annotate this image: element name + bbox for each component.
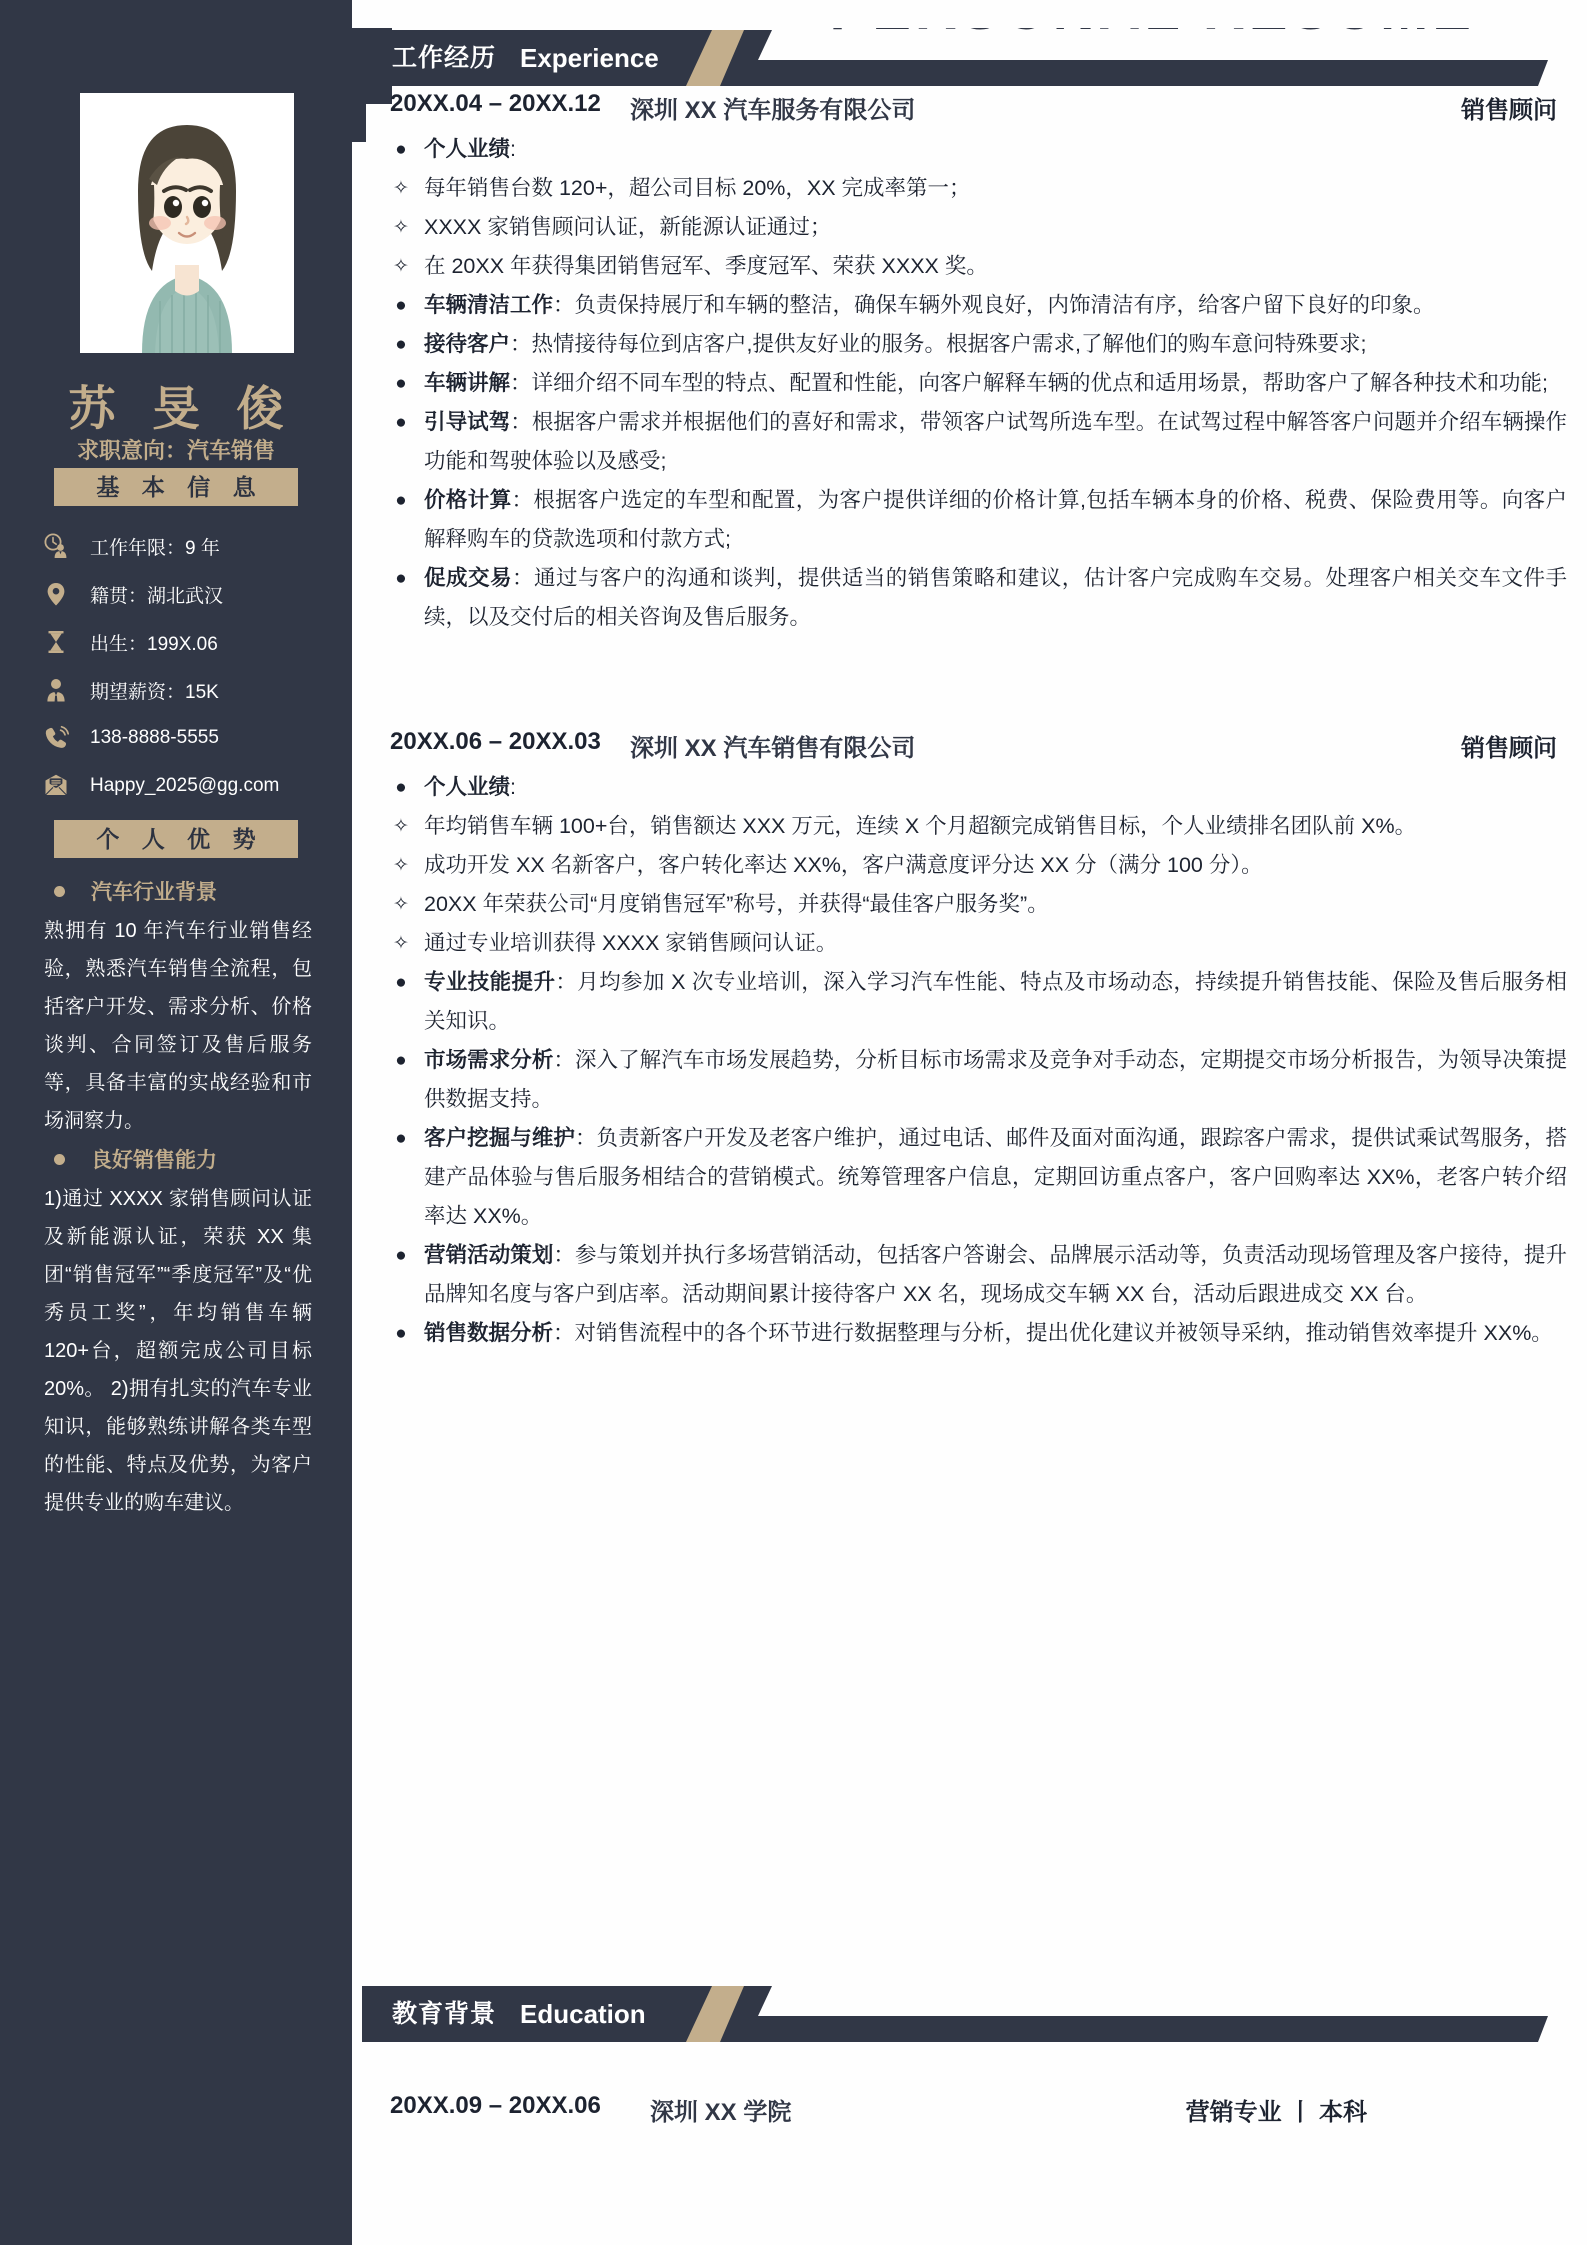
bullet-dot-icon: ●: [395, 568, 407, 589]
job-bullet: [352, 364, 1567, 403]
education-school: 深圳 XX 学院: [650, 2099, 792, 2126]
job-bullet-text: 根据客户选定的车型和配置，为客户提供详细的价格计算,包括车辆本身的价格、税费、保险费用等。向客户解释购车的贷款选项和付款方式;: [424, 488, 1567, 551]
bullet-dot-icon: ●: [395, 412, 407, 433]
job-bullet-list: [352, 768, 1567, 1353]
job-bullet-lead: 个人业绩: [424, 137, 511, 161]
job-bullet-text: 月均参加 X 次专业培训，深入学习汽车性能、特点及市场动态，持续提升销售技能、保险及售后服务相关知识。: [424, 970, 1567, 1033]
job-bullet: [352, 768, 1567, 807]
job-bullet: [352, 286, 1567, 325]
job-header: [352, 90, 1557, 122]
info-text: 出生：199X.06: [90, 633, 218, 655]
section-title-advantages: 个 人 优 势: [54, 820, 298, 858]
bullet-diamond-icon: ✧: [393, 256, 409, 277]
job-bullet-separator: :: [510, 137, 516, 161]
job-bullet: [352, 1041, 1567, 1119]
advantages-list: [44, 876, 312, 1526]
bullet-dot-icon: ●: [395, 1050, 407, 1071]
job-role: 销售顾问: [1461, 97, 1557, 124]
hourglass-icon: [36, 629, 76, 655]
job-bullet-separator: ：: [510, 332, 532, 356]
info-row-salary: [36, 666, 346, 714]
job-bullet: [352, 846, 1567, 885]
info-row-phone: [36, 714, 346, 762]
section-title-basic-info: 基 本 信 息: [54, 468, 298, 506]
education-date: 20XX.09 – 20XX.06: [390, 2092, 601, 2119]
job-bullet: [352, 807, 1567, 846]
job-bullet-separator: ：: [511, 566, 534, 590]
job-bullet: [352, 247, 1567, 286]
section-header-en: Education: [520, 1999, 646, 2029]
job-bullet-lead: 车辆讲解: [424, 371, 511, 395]
job-header: [352, 728, 1557, 760]
section-header-education: [352, 1986, 1587, 2042]
watermark-mask: [352, 0, 1587, 28]
bullet-diamond-icon: ✧: [393, 217, 409, 238]
bullet-diamond-icon: ✧: [393, 933, 409, 954]
advantage-title: 良好销售能力: [91, 1149, 217, 1172]
advantage-item: [44, 1144, 312, 1522]
advantage-body: 熟拥有 10 年汽车行业销售经验，熟悉汽车销售全流程，包括客户开发、需求分析、价格谈判、合同签订及售后服务等，具备丰富的实战经验和市场洞察力。: [44, 920, 312, 1132]
bullet-dot-icon: ●: [395, 334, 407, 355]
job-bullet-separator: ：: [553, 293, 575, 317]
job-bullet-lead: 车辆清洁工作: [424, 293, 554, 317]
section-header-cn: 教育背景: [392, 2000, 497, 2028]
job-bullet: [352, 481, 1567, 559]
job-date: 20XX.06 – 20XX.03: [390, 728, 601, 755]
job-bullet-text: 根据客户需求并根据他们的喜好和需求，带领客户试驾所选车型。在试驾过程中解答客户问题并介绍车辆操作功能和驾驶体验以及感受;: [424, 410, 1567, 473]
job-bullet-text: 负责新客户开发及老客户维护，通过电话、邮件及面对面沟通，跟踪客户需求，提供试乘试驾服务，搭建产品体验与售后服务相结合的营销模式。统筹管理客户信息，定期回访重点客户，客户回购率达 XX%，老客户转介绍率达 XX%。: [424, 1126, 1567, 1228]
bullet-diamond-icon: ✧: [393, 894, 409, 915]
job-bullet-separator: ：: [555, 970, 578, 994]
job-bullet-text: 通过专业培训获得 XXXX 家销售顾问认证。: [424, 931, 838, 955]
basic-info-list: [36, 522, 346, 810]
job-bullet-text: 深入了解汽车市场发展趋势，分析目标市场需求及竞争对手动态，定期提交市场分析报告，为领导决策提供数据支持。: [424, 1048, 1567, 1111]
education-row: [352, 2092, 1557, 2124]
phone-icon: [36, 725, 76, 751]
job-bullet-separator: ：: [574, 1126, 597, 1150]
job-bullet-text: XXXX 家销售顾问认证，新能源认证通过；: [424, 215, 832, 239]
job-bullet-text: 20XX 年荣获公司“月度销售冠军”称号，并获得“最佳客户服务奖”。: [424, 892, 1049, 916]
bullet-dot-icon: ●: [395, 1323, 407, 1344]
info-row-hometown: [36, 570, 346, 618]
job-bullet-text: 负责保持展厅和车辆的整洁，确保车辆外观良好，内饰清洁有序，给客户留下良好的印象。: [574, 293, 1435, 317]
job-bullet: [352, 403, 1567, 481]
job-bullet-text: 在 20XX 年获得集团销售冠军、季度冠军、荣获 XXXX 奖。: [424, 254, 988, 278]
job-bullet-lead: 引导试驾: [424, 410, 511, 434]
job-bullet: [352, 963, 1567, 1041]
job-date: 20XX.04 – 20XX.12: [390, 90, 601, 117]
section-header-cn: 工作经历: [392, 44, 497, 72]
job-bullet-lead: 销售数据分析: [424, 1321, 554, 1345]
info-text: 138-8888-5555: [90, 727, 219, 748]
job-bullet-text: 参与策划并执行多场营销活动，包括客户答谢会、品牌展示活动等，负责活动现场管理及客户接待，提升品牌知名度与客户到店率。活动期间累计接待客户 XX 名，现场成交车辆 XX 台，活动后跟进成交 XX 台。: [424, 1243, 1567, 1306]
main-content: [352, 0, 1587, 2245]
job-bullet-text: 每年销售台数 120+，超公司目标 20%，XX 完成率第一；: [424, 176, 971, 200]
person-tie-icon: [36, 677, 76, 703]
info-text: 工作年限：9 年: [90, 537, 220, 559]
info-row-email: [36, 762, 346, 810]
envelope-icon: [36, 773, 76, 799]
avatar-illustration: [80, 93, 294, 353]
bullet-diamond-icon: ✧: [393, 816, 409, 837]
bullet-diamond-icon: ✧: [393, 855, 409, 876]
bullet-dot-icon: ●: [395, 1128, 407, 1149]
bullet-dot-icon: [54, 1154, 65, 1165]
job-role: 销售顾问: [1461, 735, 1557, 762]
advantage-heading: [44, 876, 312, 906]
page-title: 苏 旻 俊: [68, 382, 296, 435]
bullet-dot-icon: ●: [395, 373, 407, 394]
bullet-dot-icon: [54, 886, 65, 897]
job-bullet-lead: 个人业绩: [424, 775, 511, 799]
job-bullet-separator: ：: [511, 488, 534, 512]
job-bullet-list: [352, 130, 1567, 637]
job-bullet-text: 热情接待每位到店客户,提供友好业的服务。根据客户需求,了解他们的购车意问特殊要求;: [531, 332, 1367, 356]
avatar: [80, 93, 294, 353]
job-bullet: [352, 1236, 1567, 1314]
info-row-work-years: [36, 522, 346, 570]
job-bullet-text: 成功开发 XX 名新客户，客户转化率达 XX%，客户满意度评分达 XX 分（满分 100 分）。: [424, 853, 1263, 877]
job-bullet-lead: 营销活动策划: [424, 1243, 554, 1267]
job-bullet: [352, 885, 1567, 924]
job-bullet-text: 年均销售车辆 100+台，销售额达 XXX 万元，连续 X 个月超额完成销售目标，个人业绩排名团队前 X%。: [424, 814, 1417, 838]
job-bullet-lead: 专业技能提升: [424, 970, 556, 994]
bullet-dot-icon: ●: [395, 777, 407, 798]
job-bullet-lead: 接待客户: [424, 332, 511, 356]
job-company: 深圳 XX 汽车服务有限公司: [630, 97, 916, 124]
job-bullet: [352, 169, 1567, 208]
bullet-dot-icon: ●: [395, 490, 407, 511]
job-bullet: [352, 1119, 1567, 1236]
info-row-birth: [36, 618, 346, 666]
job-bullet-text: 通过与客户的沟通和谈判，提供适当的销售策略和建议，估计客户完成购车交易。处理客户相关交车文件手续，以及交付后的相关咨询及售后服务。: [424, 566, 1567, 629]
bullet-dot-icon: ●: [395, 972, 407, 993]
bullet-dot-icon: ●: [395, 139, 407, 160]
job-bullet: [352, 325, 1567, 364]
advantage-heading: [44, 1144, 312, 1174]
job-bullet-lead: 客户挖掘与维护: [424, 1126, 575, 1150]
bullet-dot-icon: ●: [395, 1245, 407, 1266]
job-bullet-lead: 市场需求分析: [424, 1048, 554, 1072]
job-company: 深圳 XX 汽车销售有限公司: [630, 735, 916, 762]
sidebar: [0, 0, 352, 2245]
job-bullet-separator: ：: [553, 1048, 575, 1072]
bullet-dot-icon: ●: [395, 295, 407, 316]
job-bullet: [352, 559, 1567, 637]
job-bullet-separator: ：: [510, 371, 532, 395]
job-bullet-text: 对销售流程中的各个环节进行数据整理与分析，提出优化建议并被领导采纳，推动销售效率提升 XX%。: [574, 1321, 1553, 1345]
job-bullet-lead: 促成交易: [424, 566, 512, 590]
location-pin-icon: [36, 581, 76, 607]
section-header-en: Experience: [520, 43, 659, 73]
job-bullet-separator: ：: [553, 1321, 575, 1345]
job-bullet-text: 详细介绍不同车型的特点、配置和性能，向客户解释车辆的优点和适用场景，帮助客户了解各种技术和功能;: [531, 371, 1549, 395]
info-text: Happy_2025@gg.com: [90, 775, 280, 796]
advantage-item: [44, 876, 312, 1140]
education-major: 营销专业 丨 本科: [1185, 2099, 1367, 2126]
work-years-icon: [36, 533, 76, 559]
job-objective: 求职意向：汽车销售: [76, 438, 275, 463]
job-bullet-separator: ：: [553, 1243, 575, 1267]
job-bullet: [352, 208, 1567, 247]
job-bullet: [352, 924, 1567, 963]
bullet-diamond-icon: ✧: [393, 178, 409, 199]
section-header-experience: [352, 30, 1587, 86]
info-text: 期望薪资：15K: [90, 681, 219, 703]
job-bullet-separator: :: [510, 775, 516, 799]
info-text: 籍贯：湖北武汉: [90, 585, 224, 607]
job-bullet-lead: 价格计算: [424, 488, 512, 512]
job-bullet-separator: ：: [510, 410, 532, 434]
job-bullet: [352, 1314, 1567, 1353]
job-bullet: [352, 130, 1567, 169]
advantage-body: 1)通过 XXXX 家销售顾问认证及新能源认证，荣获 XX 集团“销售冠军”“季度冠军”及“优秀员工奖”，年均销售车辆 120+台，超额完成公司目标 20%。 2)拥有扎实的汽车专业知识，能够熟练讲解各类车型的性能、特点及优势，为客户提供专业的购车建议。: [44, 1188, 312, 1514]
advantage-title: 汽车行业背景: [91, 881, 217, 904]
